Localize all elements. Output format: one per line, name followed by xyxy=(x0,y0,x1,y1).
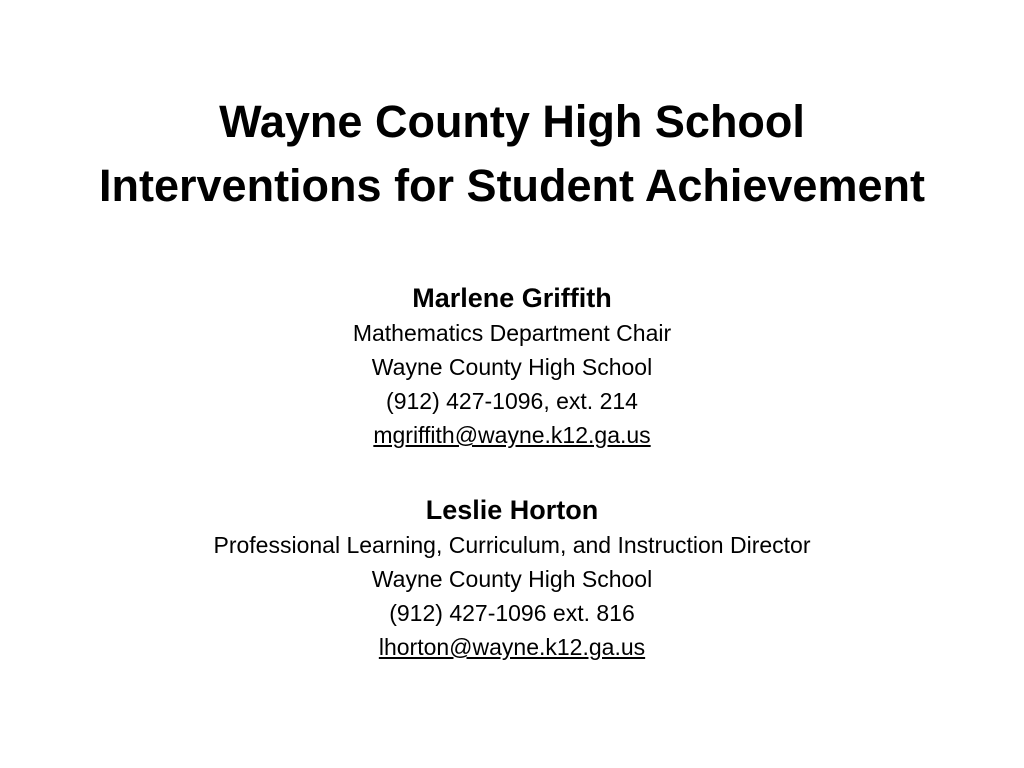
contact-block-horton xyxy=(0,492,1024,664)
contact-email-link[interactable]: mgriffith@wayne.k12.ga.us xyxy=(373,422,651,448)
title-line-school: Wayne County High School xyxy=(219,96,805,147)
contact-phone: (912) 427-1096 ext. 816 xyxy=(389,600,635,626)
title-line-subject: Interventions for Student Achievement xyxy=(99,160,925,211)
contact-role: Professional Learning, Curriculum, and Instruction Director xyxy=(213,532,811,558)
contact-email-link[interactable]: lhorton@wayne.k12.ga.us xyxy=(378,634,646,660)
contact-name: Marlene Griffith xyxy=(412,283,612,313)
contact-school: Wayne County High School xyxy=(371,354,653,380)
contact-school: Wayne County High School xyxy=(371,566,653,592)
contact-block-griffith xyxy=(0,280,1024,452)
contact-role: Mathematics Department Chair xyxy=(352,320,672,346)
contact-name: Leslie Horton xyxy=(425,495,599,525)
contact-phone: (912) 427-1096, ext. 214 xyxy=(386,388,638,414)
slide-title xyxy=(0,90,1024,218)
